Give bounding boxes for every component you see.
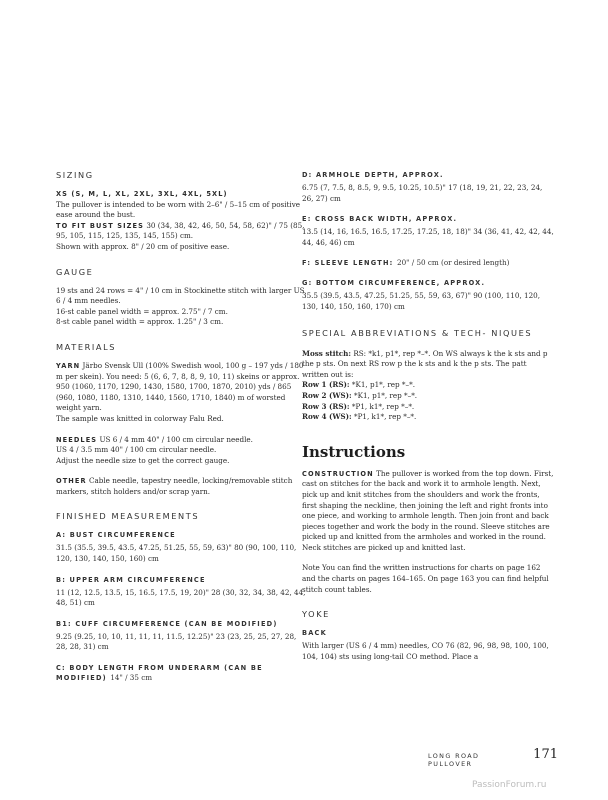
bottom-circ-text: 35.5 (39.5, 43.5, 47.25, 51.25, 55, 59, 63, 67)" 90 (100, 110, 120, 130, 140, 150, 160, 170) cm [302,291,541,311]
cross-back-text: 13.5 (14, 16, 16.5, 16.5, 17.25, 17.25, 18, 18)" 34 (36, 41, 42, 42, 44, 44, 46, 46) cm [302,227,554,247]
bottom-circ-label: G: BOTTOM CIRCUMFERENCE, APPROX. [302,279,486,288]
moss-label: Moss stitch: [302,348,352,358]
gauge-line3: 8-st cable panel width = approx. 1.25" / 3 cm. [56,317,224,327]
gauge-heading: GAUGE [56,266,94,277]
yarn-label: YARN [56,361,81,370]
construction-label: CONSTRUCTION [302,469,374,478]
instructions-section [302,443,554,663]
instructions-title: Instructions [302,442,406,461]
note-text: Note You can find the written instructions for charts on page 162 and the charts on pages 164–165. On page 163 you can find helpful stitch count tables. [302,563,549,594]
watermark: PassionForum.ru [472,780,547,790]
yarn-text: Järbo Svensk Ull (100% Swedish wool, 100 g – 197 yds / 180 m per skein). You need: 5 (6, 6, 7, 8, 8, 9, 10, 11) skeins or approx. 950 (1060, 1170, 1290, 1430, 1580, 1700, 1870, 2010) yds / 865 (960, 1080, 1180, 1310, 1440, 1560, 1710, 1840) m of worsted weight yarn. [56,360,304,413]
back-text: With larger (US 6 / 4 mm) needles, CO 76 (82, 96, 98, 98, 100, 100, 104, 104) sts using long-tail CO method. Place a [302,641,549,661]
sleeve-length-label: F: SLEEVE LENGTH: [302,259,394,268]
sizing-section [56,170,308,253]
body-length-text: 14" / 35 cm [110,673,153,683]
cuff-text: 9.25 (9.25, 10, 10, 11, 11, 11, 11.5, 12.25)" 23 (23, 25, 25, 27, 28, 28, 28, 31) cm [56,631,297,652]
left-column [56,170,308,697]
footer-title: LONG ROAD PULLOVER [428,752,480,768]
other-text: Cable needle, tapestry needle, locking/removable stitch markers, stitch holders and/or scrap yarn. [56,476,293,496]
fit-label: TO FIT BUST SIZES [56,221,145,230]
moss-text: RS: *k1, p1*, rep *–*. On WS always k the k sts and p the p sts. On next RS row p the k sts and k the p sts. The patt written out is: [302,348,548,379]
bust-text: 31.5 (35.5, 39.5, 43.5, 47.25, 51.25, 55, 59, 63)" 80 (90, 100, 110, 120, 130, 140, 150, 160) cm [56,543,297,564]
row-3: Row 3 (RS): *P1, k1*, rep *–*. [302,401,415,411]
finished-heading: FINISHED MEASUREMENTS [56,511,200,522]
cuff-label: B1: CUFF CIRCUMFERENCE (CAN BE MODIFIED) [56,619,278,628]
sleeve-length-text: 20" / 50 cm (or desired length) [397,258,510,268]
upper-arm-label: B: UPPER ARM CIRCUMFERENCE [56,575,206,584]
shown-text: Shown with approx. 8" / 20 cm of positive ease. [56,241,230,251]
sizing-heading: SIZING [56,170,94,180]
page-number: 171 [533,747,558,762]
row-2: Row 2 (WS): *K1, p1*, rep *–*. [302,390,418,400]
bust-label: A: BUST CIRCUMFERENCE [56,531,176,540]
construction-text: The pullover is worked from the top down. First, cast on stitches for the back and work it to armhole length. Next, pick up and knit stitches from the shoulders and work the fronts, first shaping the neckline, then joining the left and right fronts into one piece, and working to armhole length. Then join front and back pieces together and work the body in the round. Sleeve stitches are picked up and knitted from the armholes and worked in the round. Neck stitches are picked up and knitted last. [302,468,554,552]
page-footer [428,747,558,767]
gauge-section [56,267,308,328]
needles-line2: US 4 / 3.5 mm 40" / 100 cm circular needle. [56,445,217,455]
row-4: Row 4 (WS): *P1, k1*, rep *–*. [302,412,417,422]
finished-section [56,511,308,683]
special-heading: SPECIAL ABBREVIATIONS & TECH- NIQUES [302,327,533,338]
needles-label: NEEDLES [56,435,98,444]
ease-text: The pullover is intended to be worn with 2–6" / 5–15 cm of positive ease around the bust. [56,199,301,220]
sample-text: The sample was knitted in colorway Falu Red. [56,413,224,423]
back-label: BACK [302,629,327,638]
fit-text: 30 (34, 38, 42, 46, 50, 54, 58, 62)" / 75 (85, 95, 105, 115, 125, 135, 145, 155) cm. [56,220,305,241]
materials-heading: MATERIALS [56,341,117,352]
special-section [302,327,554,423]
armhole-text: 6.75 (7, 7.5, 8, 8.5, 9, 9.5, 10.25, 10.5)" 17 (18, 19, 21, 22, 23, 24, 26, 27) cm [302,183,543,203]
gauge-text: 19 sts and 24 rows = 4" / 10 cm in Stockinette stitch with larger US 6 / 4 mm needles. [56,285,305,306]
upper-arm-text: 11 (12, 12.5, 13.5, 15, 16.5, 17.5, 19, 20)" 28 (30, 32, 34, 38, 42, 44, 48, 51) cm [56,587,306,608]
needles-text: US 6 / 4 mm 40" / 100 cm circular needle. [99,434,253,444]
needles-line3: Adjust the needle size to get the correct gauge. [56,455,230,465]
cross-back-label: E: CROSS BACK WIDTH, APPROX. [302,215,458,224]
other-label: OTHER [56,477,87,486]
materials-section [56,342,308,498]
yoke-heading: YOKE [302,609,330,620]
row-1: Row 1 (RS): *K1, p1*, rep *–*. [302,380,415,390]
gauge-line2: 16-st cable panel width = approx. 2.75" / 7 cm. [56,306,228,316]
armhole-label: D: ARMHOLE DEPTH, APPROX. [302,171,444,179]
body-length-label: C: BODY LENGTH FROM UNDERARM (CAN BE MODIFIED) [56,664,263,683]
sizes-label: XS (S, M, L, XL, 2XL, 3XL, 4XL, 5XL) [56,190,228,198]
right-column [302,170,554,662]
